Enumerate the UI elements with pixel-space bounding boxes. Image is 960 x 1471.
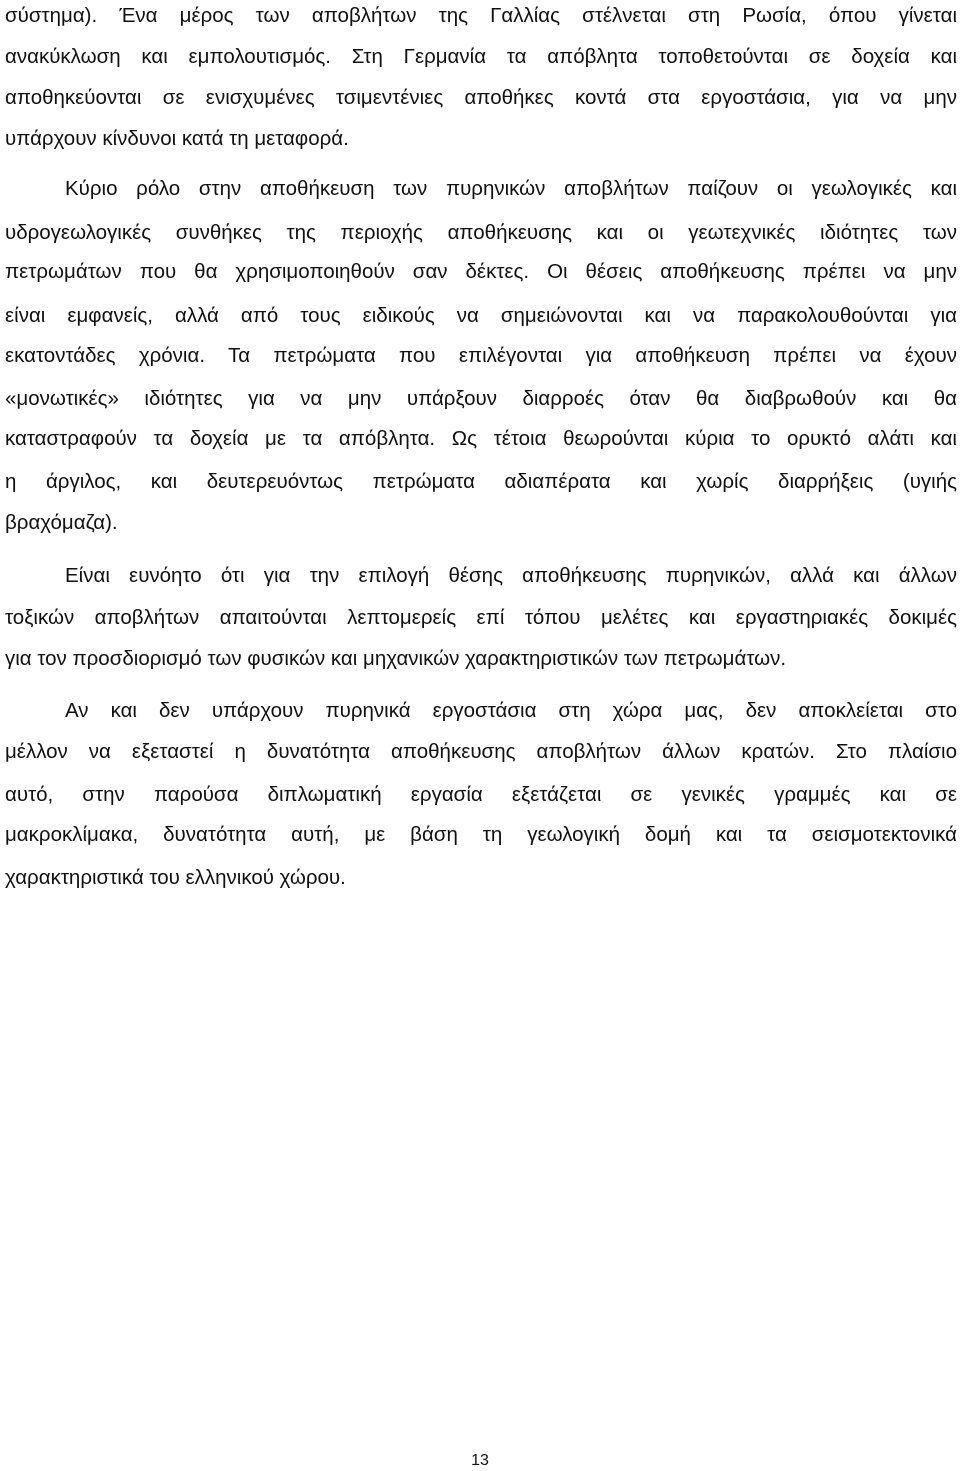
text-line: Αν και δεν υπάρχουν πυρηνικά εργοστάσια στη χώρα μας, δεν αποκλείεται στο	[65, 699, 957, 722]
text-line: υδρογεωλογικές συνθήκες της περιοχής αποθήκευσης και οι γεωτεχνικές ιδιότητες των	[5, 221, 957, 244]
text-line: είναι εμφανείς, αλλά από τους ειδικούς να σημειώνονται και να παρακολουθούνται για	[5, 304, 957, 327]
text-line: Κύριο ρόλο στην αποθήκευση των πυρηνικών αποβλήτων παίζουν οι γεωλογικές και	[65, 177, 957, 200]
text-line: σύστημα). Ένα μέρος των αποβλήτων της Γαλλίας στέλνεται στη Ρωσία, όπου γίνεται	[5, 4, 957, 27]
text-line: αποθηκεύονται σε ενισχυμένες τσιμεντένιες αποθήκες κοντά στα εργοστάσια, για να μην	[5, 86, 957, 109]
text-line: η άργιλος, και δευτερευόντως πετρώματα αδιαπέρατα και χωρίς διαρρήξεις (υγιής	[5, 470, 957, 493]
text-line: εκατοντάδες χρόνια. Τα πετρώματα που επιλέγονται για αποθήκευση πρέπει να έχουν	[5, 344, 957, 367]
text-line: βραχόμαζα).	[5, 511, 118, 534]
text-line: «μονωτικές» ιδιότητες για να μην υπάρξουν διαρροές όταν θα διαβρωθούν και θα	[5, 387, 957, 410]
text-line: μέλλον να εξεταστεί η δυνατότητα αποθήκευσης αποβλήτων άλλων κρατών. Στο πλαίσιο	[5, 740, 957, 763]
text-line: ανακύκλωση και εμπολουτισμός. Στη Γερμανία τα απόβλητα τοποθετούνται σε δοχεία και	[5, 45, 957, 68]
text-line: χαρακτηριστικά του ελληνικού χώρου.	[5, 866, 346, 889]
text-line: καταστραφούν τα δοχεία με τα απόβλητα. Ως τέτοια θεωρούνται κύρια το ορυκτό αλάτι και	[5, 427, 957, 450]
text-line: για τον προσδιορισμό των φυσικών και μηχανικών χαρακτηριστικών των πετρωμάτων.	[5, 647, 787, 670]
text-line: τοξικών αποβλήτων απαιτούνται λεπτομερείς επί τόπου μελέτες και εργαστηριακές δοκιμές	[5, 606, 957, 629]
page-number: 13	[471, 1452, 489, 1469]
text-line: υπάρχουν κίνδυνοι κατά τη μεταφορά.	[5, 127, 349, 150]
text-line: αυτό, στην παρούσα διπλωματική εργασία εξετάζεται σε γενικές γραμμές και σε	[5, 783, 957, 806]
text-line: πετρωμάτων που θα χρησιμοποιηθούν σαν δέκτες. Οι θέσεις αποθήκευσης πρέπει να μην	[5, 260, 957, 283]
text-line: μακροκλίμακα, δυνατότητα αυτή, με βάση τη γεωλογική δομή και τα σεισμοτεκτονικά	[5, 823, 957, 846]
text-line: Είναι ευνόητο ότι για την επιλογή θέσης αποθήκευσης πυρηνικών, αλλά και άλλων	[65, 564, 957, 587]
